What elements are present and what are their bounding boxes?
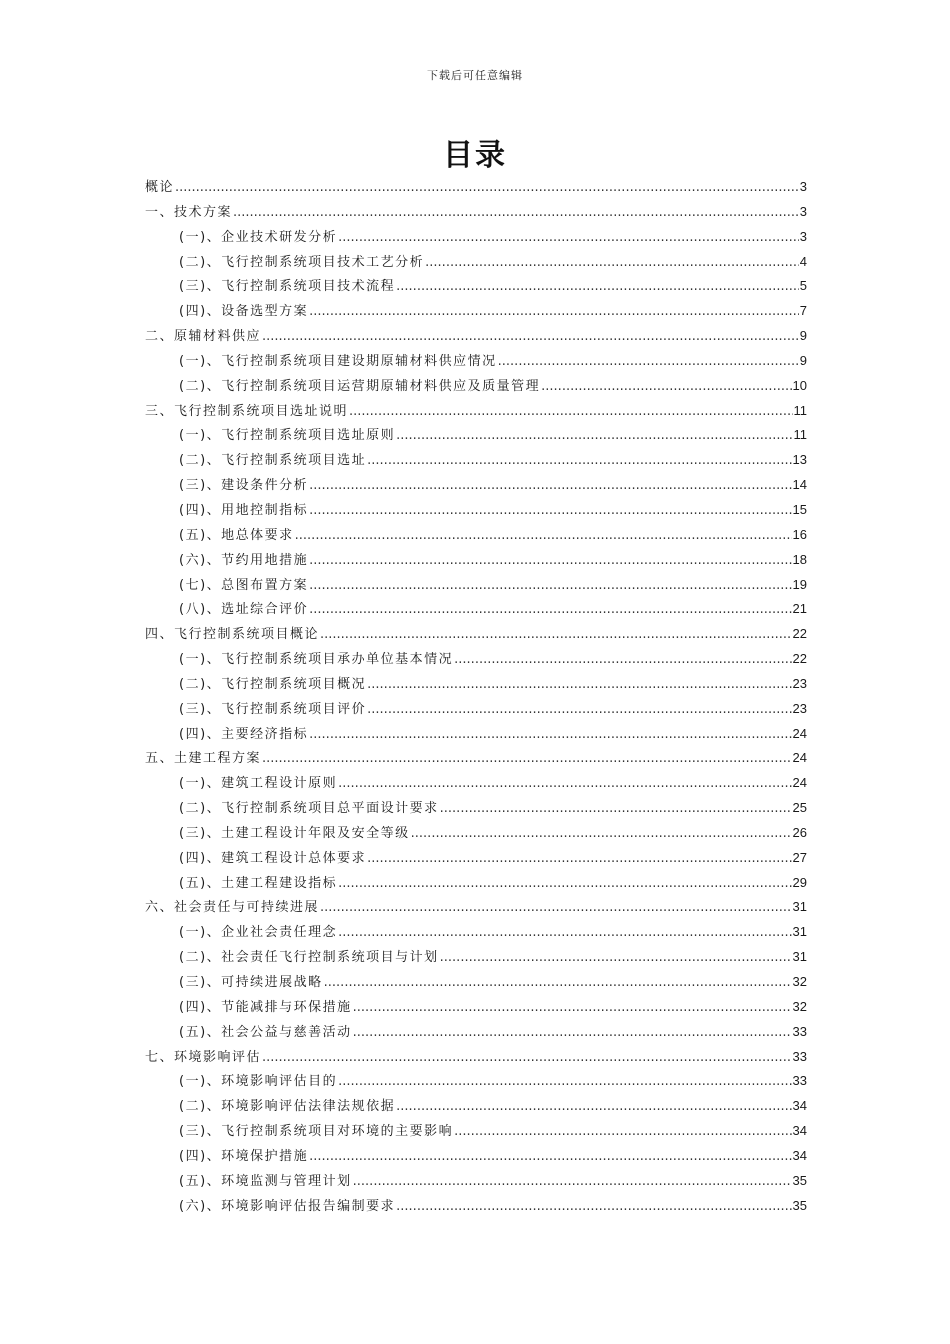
toc-leader-dots: [367, 453, 791, 468]
toc-leader-dots: [324, 975, 792, 990]
toc-leader-dots: [262, 329, 799, 344]
toc-entry[interactable]: [145, 847, 807, 872]
toc-leader-dots: [309, 503, 791, 518]
toc-leader-dots: [309, 727, 791, 742]
toc-entry-label: (四)、用地控制指标: [179, 502, 309, 518]
toc-entry-page: 35: [792, 1172, 807, 1188]
toc-entry-page: 23: [792, 700, 807, 716]
toc-entry-label: (五)、地总体要求: [179, 527, 294, 543]
toc-leader-dots: [338, 230, 799, 245]
toc-leader-dots: [233, 205, 799, 220]
toc-leader-dots: [262, 751, 792, 766]
toc-entry-page: 21: [792, 601, 807, 617]
toc-entry[interactable]: [145, 499, 807, 524]
toc-leader-dots: [309, 553, 791, 568]
toc-entry-page: 11: [793, 402, 807, 418]
toc-entry-label: (四)、环境保护措施: [179, 1148, 309, 1164]
toc-entry-page: 27: [792, 849, 807, 865]
toc-entry-page: 24: [792, 725, 807, 741]
toc-entry[interactable]: [145, 946, 807, 971]
toc-entry-page: 34: [792, 1147, 807, 1163]
toc-entry-label: (六)、节约用地措施: [179, 552, 309, 568]
toc-leader-dots: [353, 1025, 792, 1040]
toc-entry-page: 31: [792, 924, 807, 940]
toc-entry-label: (四)、节能减排与环保措施: [179, 999, 352, 1015]
toc-entry-label: (二)、飞行控制系统项目技术工艺分析: [179, 254, 425, 270]
toc-entry-label: (一)、飞行控制系统项目承办单位基本情况: [179, 652, 454, 668]
toc-entry[interactable]: [145, 449, 807, 474]
toc-entry-label: (四)、设备选型方案: [179, 304, 309, 320]
toc-entry-page: 3: [799, 179, 807, 194]
toc-entry-page: 23: [792, 675, 807, 691]
toc-entry[interactable]: [145, 623, 807, 648]
toc-entry-label: 一、技术方案: [145, 204, 233, 220]
toc-entry-label: (一)、飞行控制系统项目建设期原辅材料供应情况: [179, 353, 497, 369]
toc-leader-dots: [396, 1099, 791, 1114]
toc-leader-dots: [498, 354, 799, 369]
toc-leader-dots: [367, 677, 791, 692]
toc-entry-page: 19: [792, 576, 807, 592]
toc-entry[interactable]: [145, 822, 807, 847]
toc-entry[interactable]: [145, 698, 807, 723]
toc-leader-dots: [353, 1000, 792, 1015]
toc-entry-page: 15: [792, 501, 807, 517]
toc-entry-page: 4: [799, 253, 807, 269]
toc-entry-label: (六)、环境影响评估报告编制要求: [179, 1198, 396, 1214]
toc-leader-dots: [338, 925, 791, 940]
toc-entry[interactable]: [145, 549, 807, 574]
toc-entry-page: 33: [792, 1048, 807, 1064]
toc-entry[interactable]: [145, 772, 807, 797]
toc-entry[interactable]: [145, 1070, 807, 1095]
toc-leader-dots: [175, 180, 799, 195]
toc-entry-label: (四)、主要经济指标: [179, 726, 309, 742]
toc-entry-page: 29: [792, 874, 807, 890]
toc-entry[interactable]: [145, 996, 807, 1021]
toc-entry-label: (五)、环境监测与管理计划: [179, 1173, 352, 1189]
toc-entry[interactable]: [145, 176, 807, 201]
toc-leader-dots: [295, 528, 792, 543]
toc-entry[interactable]: [145, 747, 807, 772]
toc-leader-dots: [320, 627, 792, 642]
toc-leader-dots: [541, 379, 791, 394]
toc-leader-dots: [440, 950, 792, 965]
toc-leader-dots: [309, 304, 799, 319]
toc-entry-page: 11: [793, 427, 807, 443]
toc-leader-dots: [396, 428, 792, 443]
table-of-contents: [145, 176, 807, 1219]
toc-entry-label: (三)、可持续进展战略: [179, 975, 323, 990]
toc-entry-label: (一)、建筑工程设计原则: [179, 776, 338, 792]
toc-entry-page: 26: [792, 824, 807, 840]
toc-entry-page: 24: [792, 775, 807, 791]
toc-leader-dots: [262, 1050, 792, 1065]
toc-entry-label: (三)、飞行控制系统项目对环境的主要影响: [179, 1124, 454, 1140]
toc-entry[interactable]: [145, 1195, 807, 1220]
toc-entry[interactable]: [145, 723, 807, 748]
toc-leader-dots: [309, 602, 791, 617]
toc-entry-label: (二)、环境影响评估法律法规依据: [179, 1099, 396, 1115]
toc-leader-dots: [309, 1149, 791, 1164]
toc-entry[interactable]: [145, 400, 807, 425]
toc-entry-label: (一)、飞行控制系统项目选址原则: [179, 428, 396, 444]
toc-entry-label: (八)、选址综合评价: [179, 602, 309, 618]
toc-entry[interactable]: [145, 574, 807, 599]
toc-leader-dots: [338, 876, 791, 891]
toc-leader-dots: [454, 652, 791, 667]
toc-entry[interactable]: [145, 300, 807, 325]
toc-entry[interactable]: [145, 1021, 807, 1046]
toc-entry[interactable]: [145, 921, 807, 946]
toc-entry-page: 34: [792, 1123, 807, 1139]
toc-entry-page: 24: [792, 750, 807, 766]
toc-leader-dots: [425, 255, 799, 270]
toc-leader-dots: [440, 801, 792, 816]
toc-leader-dots: [338, 776, 791, 791]
toc-leader-dots: [367, 851, 791, 866]
toc-entry-page: 32: [792, 974, 807, 989]
toc-entry[interactable]: [145, 673, 807, 698]
toc-entry-label: (二)、飞行控制系统项目运营期原辅材料供应及质量管理: [179, 378, 541, 394]
toc-entry[interactable]: [145, 474, 807, 499]
toc-leader-dots: [320, 900, 792, 915]
toc-leader-dots: [367, 702, 791, 717]
toc-entry[interactable]: [145, 896, 807, 921]
toc-entry-label: 三、飞行控制系统项目选址说明: [145, 403, 349, 419]
toc-entry[interactable]: [145, 1145, 807, 1170]
toc-entry[interactable]: [145, 1095, 807, 1120]
toc-entry-page: 31: [792, 899, 807, 915]
toc-entry-label: (三)、飞行控制系统项目评价: [179, 701, 367, 717]
toc-entry-page: 31: [792, 949, 807, 965]
toc-entry-page: 5: [799, 278, 807, 294]
toc-entry[interactable]: [145, 598, 807, 623]
toc-leader-dots: [411, 826, 792, 841]
toc-entry[interactable]: [145, 375, 807, 400]
toc-entry-page: 25: [792, 800, 807, 816]
toc-entry-page: 13: [792, 452, 807, 468]
toc-entry-page: 34: [792, 1098, 807, 1114]
toc-entry[interactable]: [145, 1046, 807, 1071]
toc-entry-label: 五、土建工程方案: [145, 751, 262, 767]
toc-entry-page: 18: [792, 551, 807, 567]
toc-entry-page: 9: [799, 352, 807, 368]
header-note: 下载后可任意编辑: [427, 69, 523, 82]
toc-entry-label: (五)、社会公益与慈善活动: [179, 1024, 352, 1040]
toc-entry-page: 7: [799, 303, 807, 319]
toc-entry-page: 3: [799, 228, 807, 244]
toc-entry-page: 3: [799, 203, 807, 219]
toc-entry-label: 二、原辅材料供应: [145, 329, 262, 345]
toc-leader-dots: [396, 1199, 791, 1214]
toc-entry-page: 35: [792, 1197, 807, 1213]
page-title: 目录: [443, 138, 507, 173]
toc-entry-label: (一)、企业社会责任理念: [179, 925, 338, 941]
toc-entry-label: 七、环境影响评估: [145, 1049, 262, 1065]
toc-entry[interactable]: [145, 226, 807, 251]
toc-entry[interactable]: [145, 524, 807, 549]
toc-entry-label: (二)、飞行控制系统项目选址: [179, 453, 367, 469]
toc-leader-dots: [309, 578, 791, 593]
toc-entry-label: 六、社会责任与可持续进展: [145, 900, 320, 916]
toc-entry[interactable]: [145, 325, 807, 350]
toc-entry-label: (三)、飞行控制系统项目技术流程: [179, 279, 396, 295]
toc-entry[interactable]: [145, 350, 807, 375]
toc-leader-dots: [353, 1174, 792, 1189]
toc-entry-page: 22: [792, 626, 807, 642]
toc-leader-dots: [338, 1074, 791, 1089]
toc-entry-page: 32: [792, 998, 807, 1014]
toc-leader-dots: [309, 478, 791, 493]
toc-entry-label: (三)、土建工程设计年限及安全等级: [179, 825, 410, 841]
toc-entry-label: (一)、环境影响评估目的: [179, 1074, 338, 1090]
toc-leader-dots: [349, 404, 792, 419]
toc-entry-page: 22: [792, 651, 807, 667]
toc-entry[interactable]: [145, 201, 807, 226]
toc-entry[interactable]: [145, 251, 807, 276]
toc-entry[interactable]: [145, 648, 807, 673]
toc-entry-label: (一)、企业技术研发分析: [179, 229, 338, 245]
toc-entry-label: (五)、土建工程建设指标: [179, 875, 338, 891]
toc-entry[interactable]: [145, 797, 807, 822]
toc-entry-page: 9: [799, 328, 807, 344]
toc-entry-label: (七)、总图布置方案: [179, 577, 309, 593]
toc-entry-page: 10: [792, 377, 807, 393]
toc-entry-page: 16: [792, 526, 807, 542]
toc-entry-page: 33: [792, 1073, 807, 1089]
toc-entry[interactable]: [145, 275, 807, 300]
toc-entry[interactable]: [145, 424, 807, 449]
toc-entry-label: 四、飞行控制系统项目概论: [145, 627, 320, 643]
toc-entry-label: (二)、飞行控制系统项目概况: [179, 676, 367, 692]
toc-entry-label: (四)、建筑工程设计总体要求: [179, 850, 367, 866]
toc-entry[interactable]: [145, 1170, 807, 1195]
toc-entry-label: 概论: [145, 180, 175, 195]
toc-entry[interactable]: [145, 971, 807, 996]
toc-leader-dots: [454, 1124, 791, 1139]
toc-entry[interactable]: [145, 1120, 807, 1145]
toc-leader-dots: [396, 279, 799, 294]
toc-entry-label: (二)、社会责任飞行控制系统项目与计划: [179, 950, 439, 966]
toc-entry-page: 33: [792, 1023, 807, 1039]
toc-entry-page: 14: [792, 477, 807, 493]
toc-entry-label: (二)、飞行控制系统项目总平面设计要求: [179, 801, 439, 817]
toc-entry-label: (三)、建设条件分析: [179, 478, 309, 494]
toc-entry[interactable]: [145, 872, 807, 897]
